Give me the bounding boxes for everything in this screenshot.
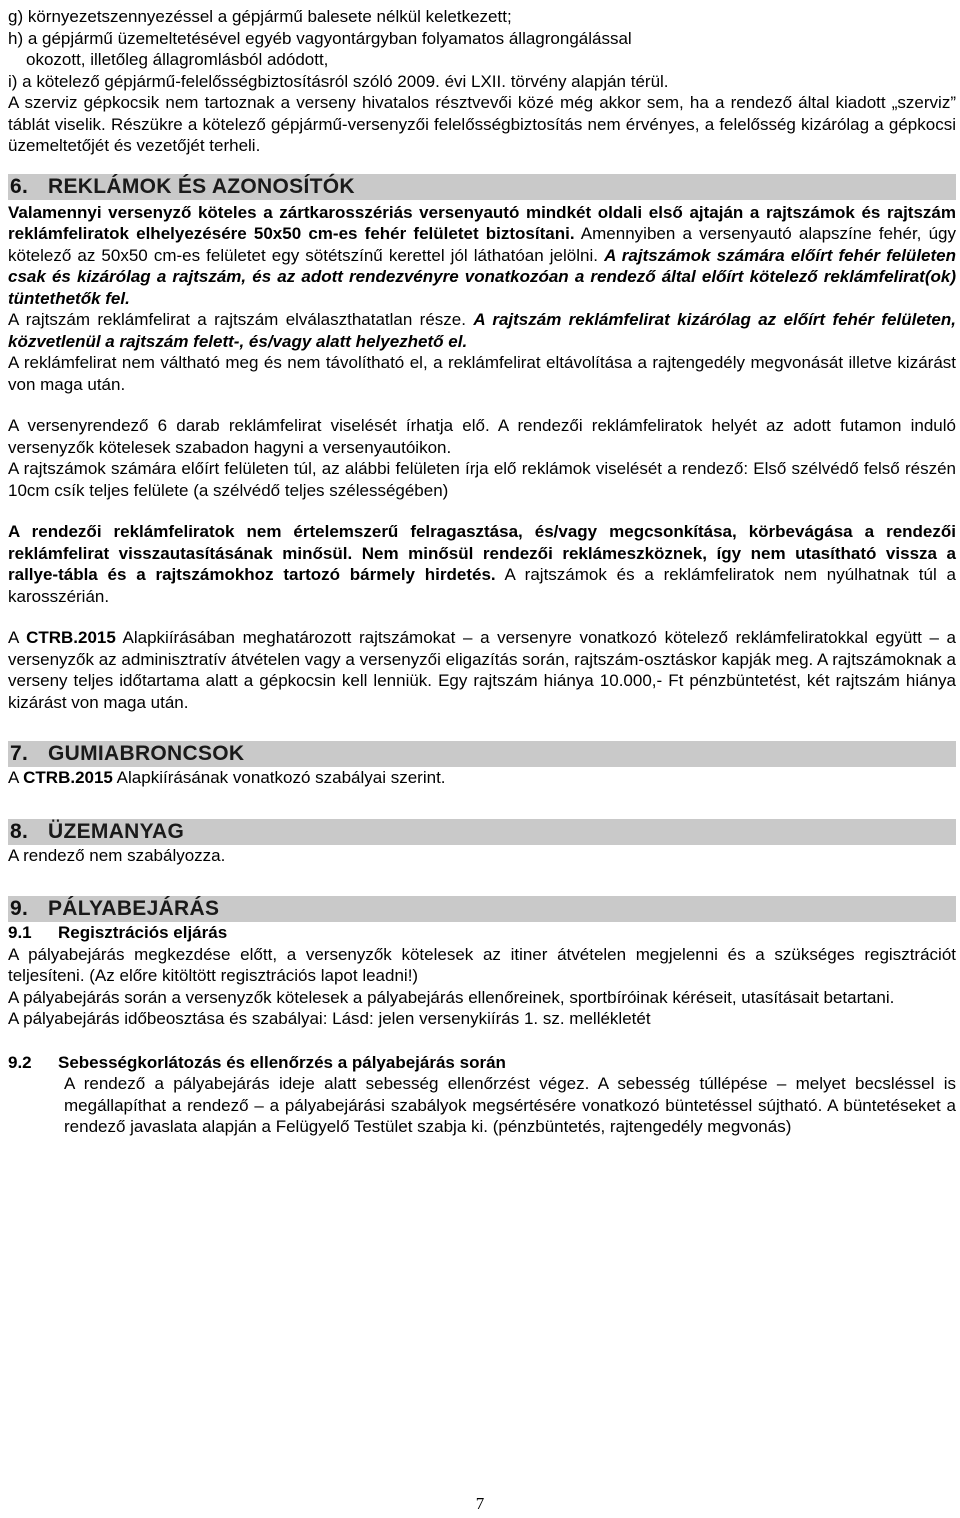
page-content — [8, 6, 956, 1138]
subsection-9-2-title: Sebességkorlátozás és ellenőrzés a pályabejárás során — [58, 1052, 506, 1072]
subsection-9-1-paragraph-1: A pályabejárás megkezdése előtt, a versenyzők kötelesek az itiner átvételen megjelenni és a szükséges regisztrációt teljesíteni. (Az előre kitöltött regisztrációs lapot leadni!) — [8, 944, 956, 985]
p7-rest: Alapkiírásában meghatározott rajtszámokat – a versenyre vonatkozó kötelező reklámfeliratokkal együtt – a versenyzők az adminisztratív átvételen vagy a versenyzői eligazítás során, rajtszám-osztáskor kapják meg. A rajtszámoknak a verseny teljes időtartama alatt a gépkocsin kell lenniük. Egy rajtszám hiánya 10.000,- Ft pénzbüntetést, két rajtszám hiánya kizárást von maga után. — [8, 628, 957, 712]
subsection-9-2-heading — [8, 1052, 956, 1074]
p2-normal: A rajtszám reklámfelirat a rajtszám elválaszthatatlan része. — [8, 310, 474, 329]
p7-prefix: A — [8, 628, 27, 647]
service-cars-paragraph: A szerviz gépkocsik nem tartoznak a verseny hivatalos résztvevői közé még akkor sem, ha a rendező által kiadott „szerviz” táblát viselik. Részükre a kötelező gépjármű-versenyzői felelősségbiztosítás nem érvényes, a felelősség kizárólag a gépkocsi üzemeltetőjét és vezetőjét terheli. — [8, 93, 956, 155]
list-item-h-continued: okozott, illetőleg állagromlásból adódott, — [26, 50, 329, 69]
subsection-9-1-paragraph-2: A pályabejárás során a versenyzők kötelesek a pályabejárás ellenőreinek, sportbíróinak kéréseit, utasításait betartani. — [8, 987, 895, 1007]
section-7-heading — [8, 741, 956, 767]
section-6-paragraph-5: A rajtszámok számára előírt felületen túl, az alábbi felületen írja elő reklámok viselését a rendező: Első szélvédő felső részén 10cm csík teljes felülete (a szélvédő teljes szélességében) — [8, 459, 956, 500]
section-8-heading — [8, 819, 956, 845]
section-7-title: GUMIABRONCSOK — [48, 742, 245, 765]
section-6-paragraph-7 — [8, 627, 956, 713]
list-item-h: h) a gépjármű üzemeltetésével egyéb vagyontárgyban folyamatos állagrongálással — [8, 28, 632, 48]
subsection-9-1-heading — [8, 922, 956, 944]
s7-ctrb: CTRB.2015 — [23, 768, 113, 787]
list-item-i: i) a kötelező gépjármű-felelősségbiztosításról szóló 2009. évi LXII. törvény alapján térül. — [8, 71, 669, 91]
section-8-number: 8. — [10, 819, 29, 843]
section-7-number: 7. — [10, 742, 29, 765]
s7-rest: Alapkiírásának vonatkozó szabályai szerint. — [112, 768, 446, 787]
section-9-number: 9. — [10, 897, 29, 920]
p1-normal: Amennyiben a versenyautó alapszíne fehér, úgy kötelező az 50x50 cm-es felületet egy sötétszínű kerettel jól láthatóan jelölni. — [8, 224, 956, 265]
subsection-9-1-paragraph-3: A pályabejárás időbeosztása és szabályai: Lásd: jelen versenykiírás 1. sz. mellékletét — [8, 1009, 651, 1028]
subsection-9-2-number: 9.2 — [8, 1052, 32, 1072]
section-6-heading — [8, 174, 956, 200]
subsection-9-1-title: Regisztrációs eljárás — [58, 923, 228, 942]
section-6-number: 6. — [10, 174, 29, 198]
p1-bold-italic: A rajtszámok számára előírt fehér felületen csak és kizárólag a rajtszám, és az adott rendezvényre vonatkozóan a rendező által előírt kötelező reklámfelirat(ok) tüntethetők fel. — [8, 245, 956, 308]
section-8-title: ÜZEMANYAG — [48, 819, 185, 843]
section-8-text: A rendező nem szabályozza. — [8, 845, 226, 865]
subsection-9-2-paragraph-1: A rendező a pályabejárás ideje alatt sebesség ellenőrzést végez. A sebesség túllépése – melyet becsléssel is megállapíthat a rendező – a pályabejárási szabályok megsértésére vonatkozó büntetéssel sújtható. A büntetéseket a rendező javaslata alapján a Felügyelő Testület szabja ki. (pénzbüntetés, rajtengedély megvonás) — [64, 1074, 956, 1136]
section-7-text — [8, 767, 956, 789]
p7-ctrb: CTRB.2015 — [26, 628, 116, 647]
subsection-9-1-number: 9.1 — [8, 923, 32, 942]
p1-bold: Valamennyi versenyző köteles a zártkarosszériás versenyautó mindkét oldali első ajtaján a rajtszámok és rajtszám reklámfeliratok elhelyezésére 50x50 cm-es fehér felületet biztosítani. — [8, 202, 956, 243]
list-item-g: g) környezetszennyezéssel a gépjármű balesete nélkül keletkezett; — [8, 7, 512, 26]
section-6-paragraph-2 — [8, 309, 956, 352]
section-6-paragraph-3: A reklámfelirat nem váltható meg és nem távolítható el, a reklámfelirat eltávolítása a rajtengedély megvonását illetve kizárást von maga után. — [8, 353, 956, 394]
section-6-title: REKLÁMOK ÉS AZONOSÍTÓK — [48, 174, 355, 198]
s7-prefix: A — [8, 768, 24, 787]
section-6-paragraph-1 — [8, 202, 956, 310]
section-9-title: PÁLYABEJÁRÁS — [48, 897, 220, 920]
p6-normal: A rajtszámok és a reklámfeliratok nem nyúlhatnak túl a karosszérián. — [8, 565, 956, 606]
page-number: 7 — [475, 1494, 485, 1513]
section-6-paragraph-4: A versenyrendező 6 darab reklámfelirat viselését írhatja elő. A rendezői reklámfeliratok helyét az adott futamon induló versenyzők kötelesek szabadon hagyni a versenyautóikon. — [8, 416, 956, 457]
p2-bold-italic: A rajtszám reklámfelirat kizárólag az előírt fehér felületen, közvetlenül a rajtszám felett-, és/vagy alatt helyezhető el. — [8, 310, 956, 351]
section-6-paragraph-6 — [8, 521, 956, 607]
section-9-heading — [8, 896, 956, 922]
p6-bold: A rendezői reklámfeliratok nem értelemszerű felragasztása, és/vagy megcsonkítása, körbevágása a rendezői reklámfelirat visszautasításának minősül. Nem minősül rendezői reklámeszköznek, így nem utasítható vissza a rallye-tábla és a rajtszámokhoz tartozó bármely hirdetés. — [8, 522, 956, 584]
